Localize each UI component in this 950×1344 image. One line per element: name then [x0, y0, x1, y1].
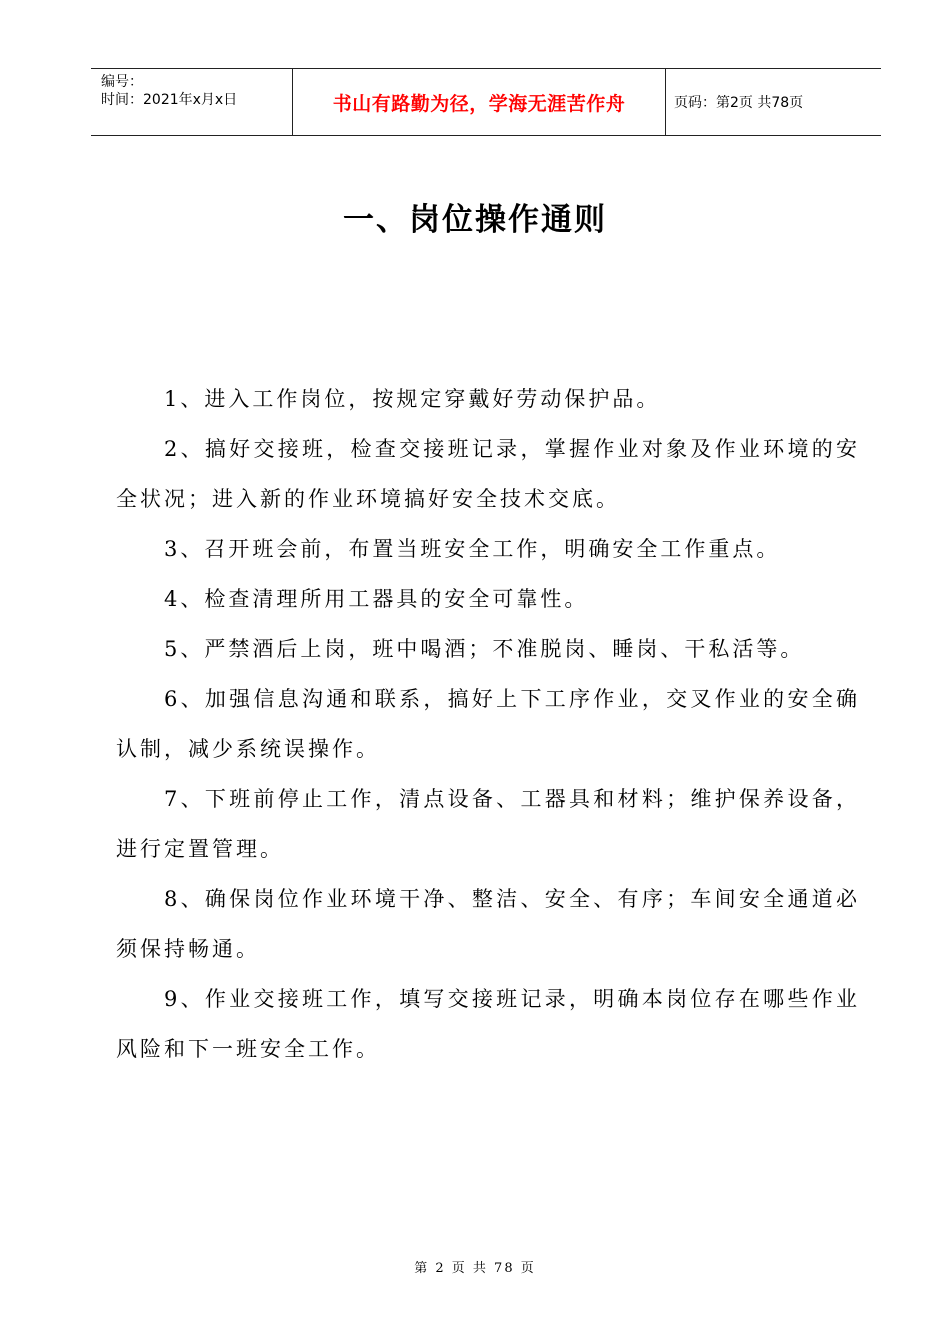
document-title: 一、岗位操作通则 — [343, 202, 607, 238]
time-label: 时间：2021年x月x日 — [101, 92, 238, 108]
page-footer: 第 2 页 共 78 页 — [414, 1261, 536, 1276]
rule-paragraph-1: 1、进入工作岗位，按规定穿戴好劳动保护品。 — [164, 387, 661, 411]
header-meta — [101, 73, 291, 109]
document-body — [116, 374, 860, 1074]
rule-paragraph-3: 3、召开班会前，布置当班安全工作，明确安全工作重点。 — [164, 537, 781, 561]
rule-paragraph-2: 2、搞好交接班，检查交接班记录，掌握作业对象及作业环境的安全状况；进入新的作业环境搞好安全技术交底。 — [116, 437, 860, 511]
rule-paragraph-9: 9、作业交接班工作，填写交接班记录，明确本岗位存在哪些作业风险和下一班安全工作。 — [116, 987, 860, 1061]
rule-paragraph-6: 6、加强信息沟通和联系，搞好上下工序作业，交叉作业的安全确认制，减少系统误操作。 — [116, 687, 860, 761]
header-divider-right — [665, 69, 666, 135]
header-motto: 书山有路勤为径，学海无涯苦作舟 — [332, 92, 626, 115]
rule-paragraph-8: 8、确保岗位作业环境干净、整洁、安全、有序；车间安全通道必须保持畅通。 — [116, 887, 860, 961]
header-page-info: 页码：第2页 共78页 — [674, 95, 804, 111]
code-label: 编号： — [101, 74, 143, 90]
rule-paragraph-5: 5、严禁酒后上岗，班中喝酒；不准脱岗、睡岗、干私活等。 — [164, 637, 805, 661]
rule-paragraph-7: 7、下班前停止工作，清点设备、工器具和材料；维护保养设备，进行定置管理。 — [116, 787, 860, 861]
document-header — [91, 68, 881, 136]
rule-paragraph-4: 4、检查清理所用工器具的安全可靠性。 — [164, 587, 589, 611]
